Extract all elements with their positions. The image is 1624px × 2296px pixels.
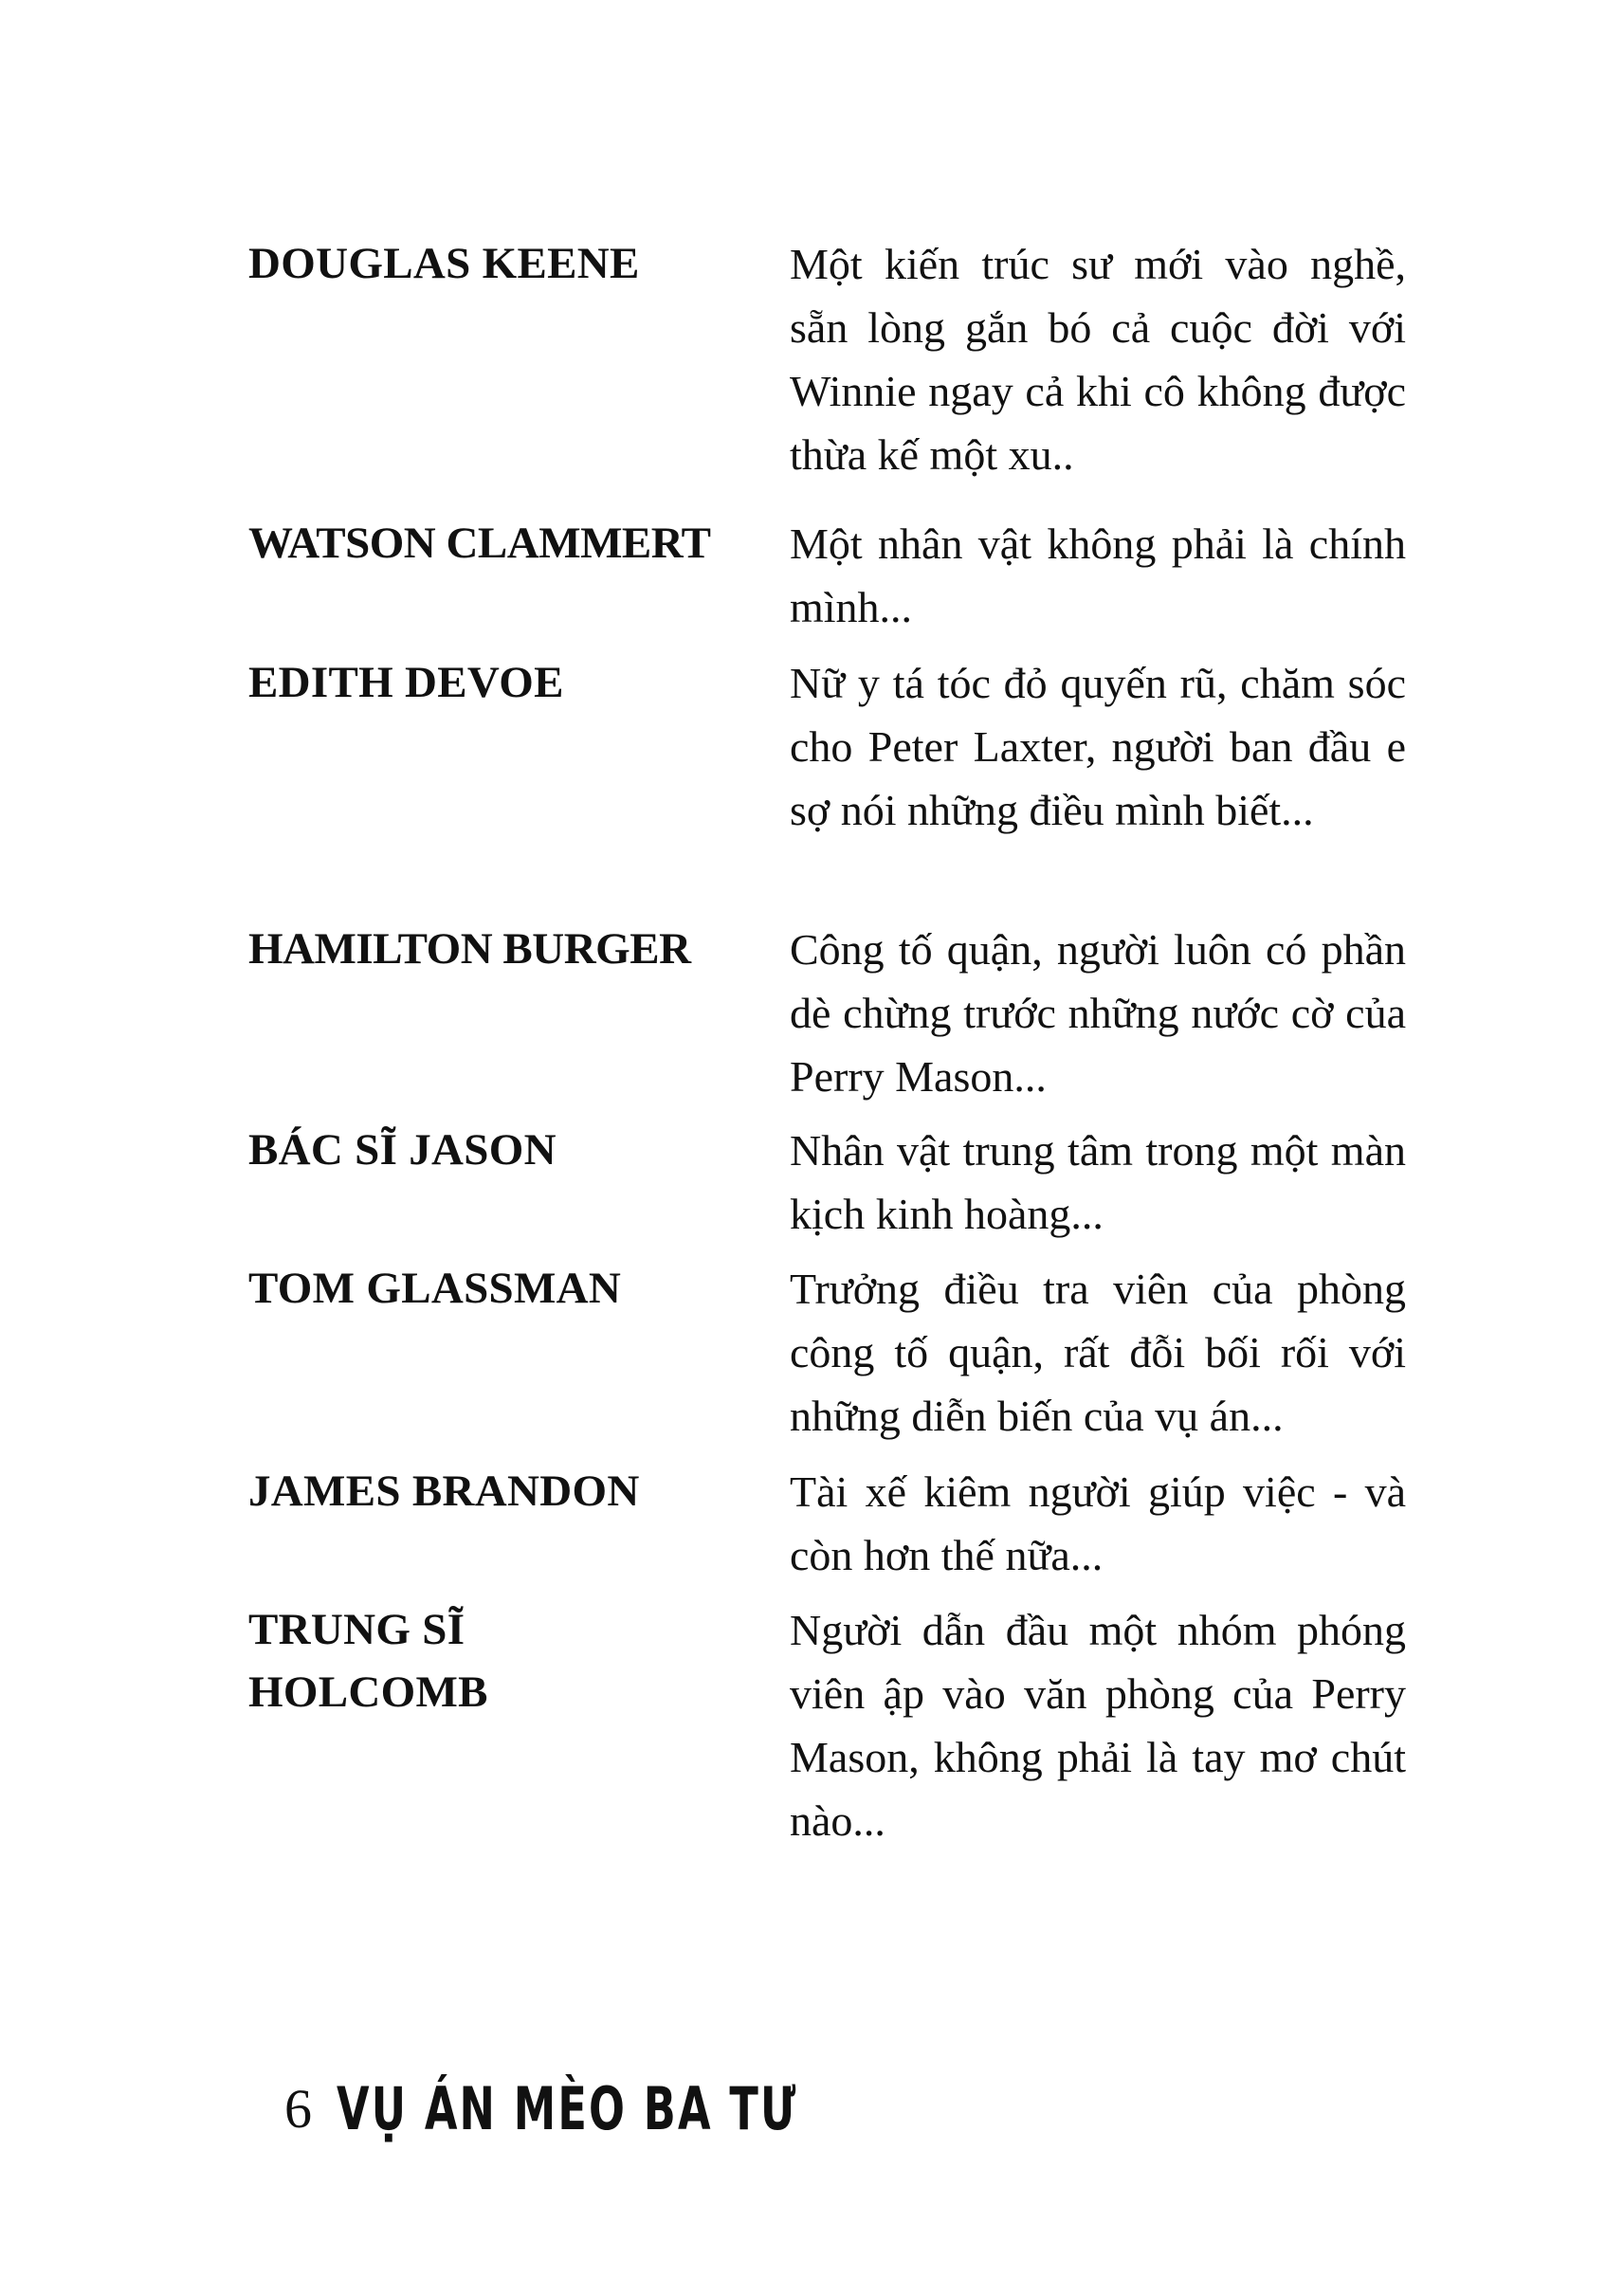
character-name: BÁC SĨ JASON bbox=[248, 1125, 557, 1175]
character-name: JAMES BRANDON bbox=[248, 1467, 640, 1516]
character-name: WATSON CLAMMERT bbox=[248, 519, 711, 568]
character-description: Nhân vật trung tâm trong một màn kịch kinh hoàng... bbox=[790, 1126, 1406, 1238]
page-footer bbox=[284, 2067, 977, 2152]
character-description: Nữ y tá tóc đỏ quyến rũ, chăm sóc cho Peter Laxter, người ban đầu e sợ nói những điều mình biết... bbox=[790, 659, 1406, 834]
character-name: DOUGLAS KEENE bbox=[248, 239, 640, 288]
character-description: Người dẫn đầu một nhóm phóng viên ập vào văn phòng của Perry Mason, không phải là tay mơ chút nào... bbox=[790, 1606, 1406, 1845]
character-description: Công tố quận, người luôn có phần dè chừng trước những nước cờ của Perry Mason... bbox=[790, 925, 1406, 1101]
character-name: TOM GLASSMAN bbox=[248, 1264, 622, 1313]
character-name: HAMILTON BURGER bbox=[248, 924, 691, 974]
character-description: Tài xế kiêm người giúp việc - và còn hơn thế nữa... bbox=[790, 1467, 1406, 1579]
character-description: Một nhân vật không phải là chính mình... bbox=[790, 519, 1406, 631]
character-description: Trưởng điều tra viên của phòng công tố quận, rất đỗi bối rối với những diễn biến của vụ án... bbox=[790, 1265, 1406, 1440]
character-name: TRUNG SĨ HOLCOMB bbox=[248, 1605, 488, 1717]
page-number: 6 bbox=[284, 2078, 312, 2140]
character-name: EDITH DEVOE bbox=[248, 658, 564, 707]
book-title: VỤ ÁN MÈO BA TƯ bbox=[337, 2074, 798, 2143]
character-description: Một kiến trúc sư mới vào nghề, sẵn lòng gắn bó cả cuộc đời với Winnie ngay cả khi cô không được thừa kế một xu.. bbox=[790, 240, 1406, 479]
